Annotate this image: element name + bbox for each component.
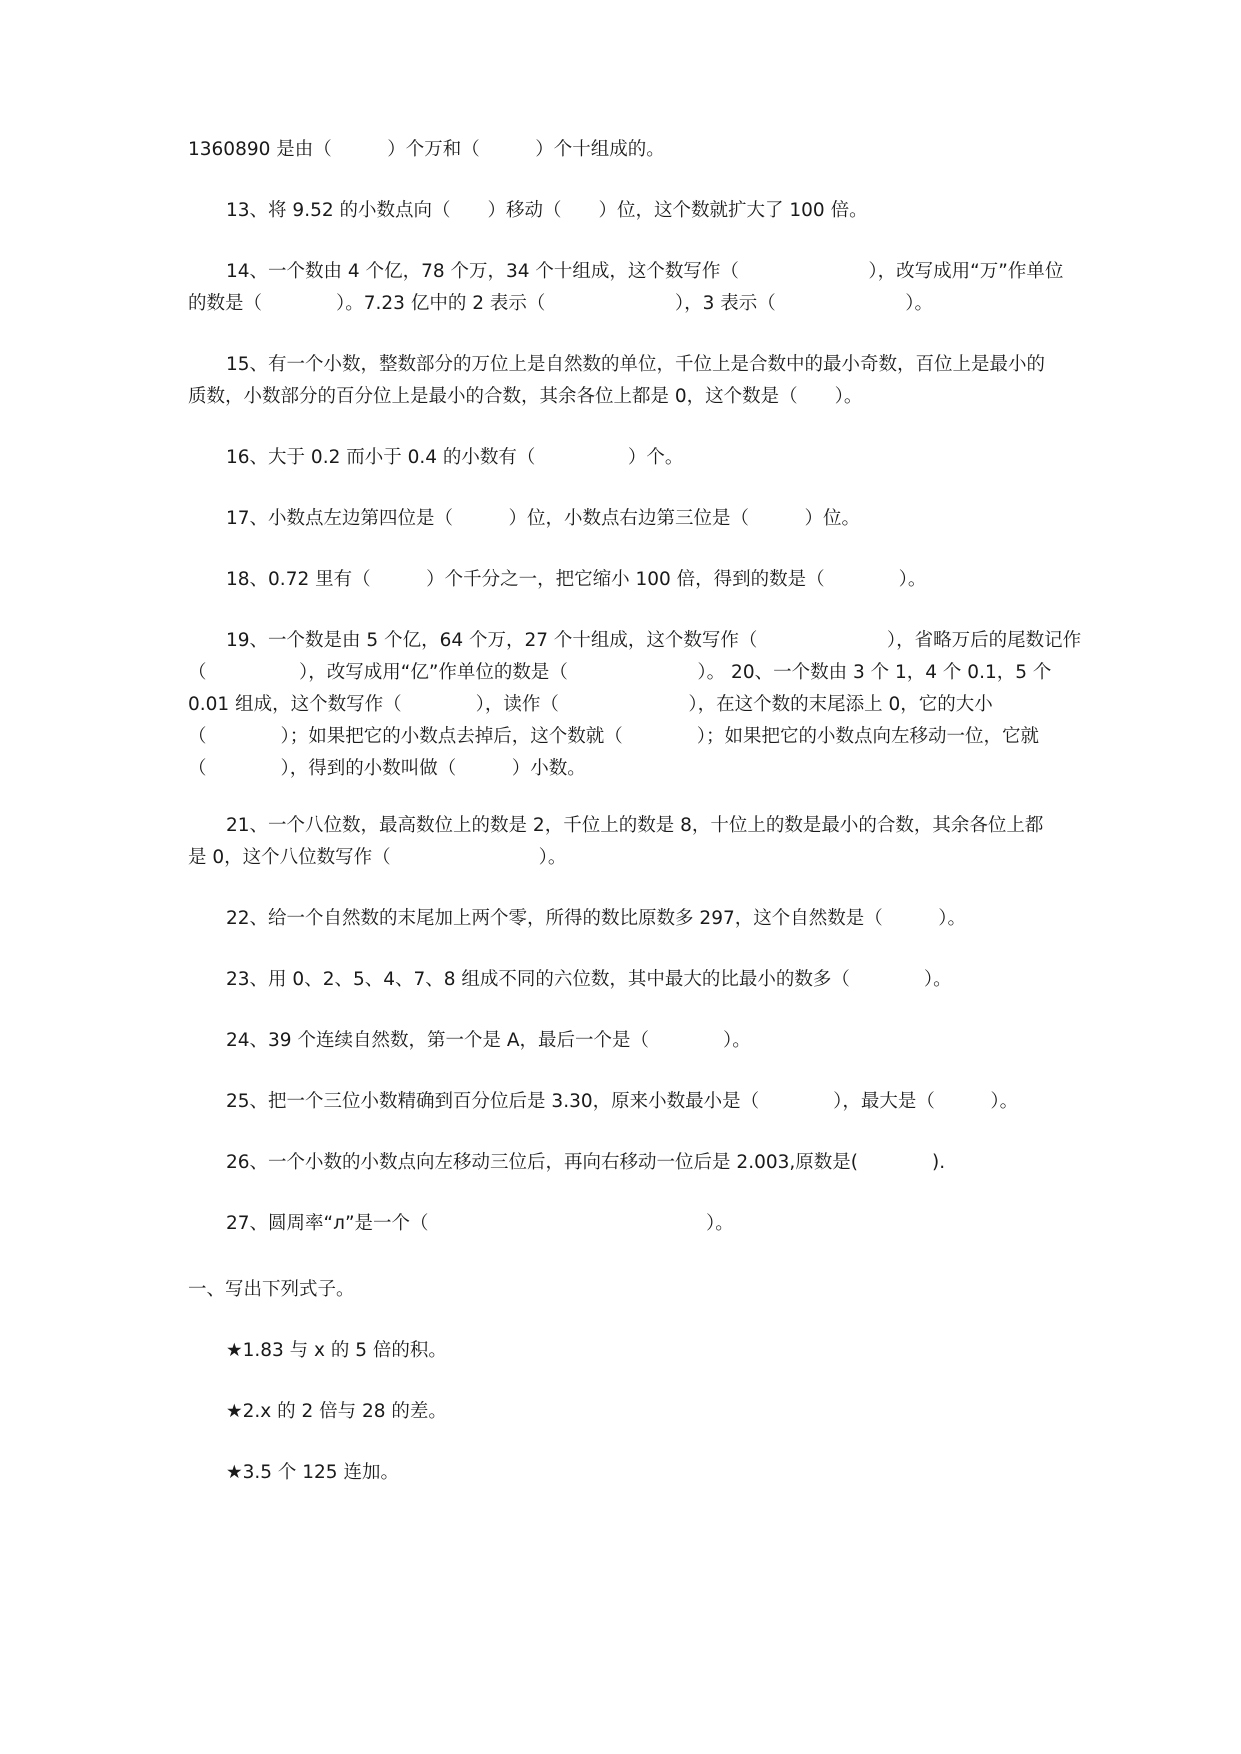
paragraph-line: 19、一个数是由 5 个亿，64 个万，27 个十组成，这个数写作（ ），省略万后的尾数记作	[226, 630, 1082, 651]
paragraph-line: ★2.x 的 2 倍与 28 的差。	[226, 1401, 447, 1422]
paragraph-line: 23、用 0、2、5、4、7、8 组成不同的六位数，其中最大的比最小的数多（ ）。	[226, 969, 952, 990]
paragraph-line: 1360890 是由（ ）个万和（ ）个十组成的。	[188, 139, 665, 160]
paragraph-line: 是 0，这个八位数写作（ ）。	[188, 847, 567, 868]
paragraph-p-24	[188, 1025, 1068, 1057]
paragraph-p-27	[188, 1208, 1068, 1240]
paragraph-line: 的数是（ ）。7.23 亿中的 2 表示（ ），3 表示（ ）。	[188, 293, 934, 314]
paragraph-line: 22、给一个自然数的末尾加上两个零，所得的数比原数多 297，这个自然数是（ ）。	[226, 908, 966, 929]
paragraph-line: 13、将 9.52 的小数点向（ ）移动（ ）位，这个数就扩大了 100 倍。	[226, 200, 868, 221]
paragraph-line: 18、0.72 里有（ ）个千分之一，把它缩小 100 倍，得到的数是（ ）。	[226, 569, 927, 590]
paragraph-p-14	[188, 256, 1068, 320]
paragraph-line: 17、小数点左边第四位是（ ）位，小数点右边第三位是（ ）位。	[226, 508, 861, 529]
paragraph-line: 26、一个小数的小数点向左移动三位后，再向右移动一位后是 2.003,原数是( ).	[226, 1152, 946, 1173]
paragraph-line: （ ），得到的小数叫做（ ）小数。	[188, 758, 586, 779]
paragraph-p-s1	[188, 1335, 1068, 1367]
paragraph-line: 14、一个数由 4 个亿，78 个万，34 个十组成，这个数写作（ ），改写成用“万”作单位	[226, 261, 1064, 282]
paragraph-line: （ ），改写成用“亿”作单位的数是（ ）。 20、一个数由 3 个 1，4 个 0.1，5 个	[188, 662, 1052, 683]
paragraph-line: ★3.5 个 125 连加。	[226, 1462, 399, 1483]
paragraph-line: 质数，小数部分的百分位上是最小的合数，其余各位上都是 0，这个数是（ ）。	[188, 386, 863, 407]
paragraph-line: 0.01 组成，这个数写作（ ），读作（ ），在这个数的末尾添上 0，它的大小	[188, 694, 993, 715]
paragraph-p-15	[188, 349, 1068, 413]
paragraph-p-12-tail	[188, 134, 1068, 166]
paragraph-line: 21、一个八位数，最高数位上的数是 2，千位上的数是 8，十位上的数是最小的合数，其余各位上都	[226, 815, 1044, 836]
paragraph-line: 一、写出下列式子。	[188, 1279, 355, 1300]
paragraph-p-s3	[188, 1457, 1068, 1489]
paragraph-p-18	[188, 564, 1068, 596]
paragraph-line: （ ）；如果把它的小数点去掉后，这个数就（ ）；如果把它的小数点向左移动一位，它就	[188, 726, 1040, 747]
paragraph-line: 16、大于 0.2 而小于 0.4 的小数有（ ）个。	[226, 447, 684, 468]
paragraph-p-13	[188, 195, 1068, 227]
paragraph-line: 24、39 个连续自然数，第一个是 A，最后一个是（ ）。	[226, 1030, 751, 1051]
paragraph-p-19-20	[188, 625, 1082, 785]
paragraph-p-22	[188, 903, 1068, 935]
paragraph-line: 27、圆周率“л”是一个（ ）。	[226, 1213, 734, 1234]
paragraph-p-s2	[188, 1396, 1068, 1428]
paragraph-line: 15、有一个小数，整数部分的万位上是自然数的单位，千位上是合数中的最小奇数，百位上是最小的	[226, 354, 1046, 375]
paragraph-p-17	[188, 503, 1068, 535]
paragraph-line: ★1.83 与 x 的 5 倍的积。	[226, 1340, 447, 1361]
paragraph-p-16	[188, 442, 1068, 474]
paragraph-line: 25、把一个三位小数精确到百分位后是 3.30，原来小数最小是（ ），最大是（ ）。	[226, 1091, 1019, 1112]
paragraph-p-section	[188, 1274, 1068, 1306]
paragraph-p-25	[188, 1086, 1068, 1118]
paragraph-p-23	[188, 964, 1068, 996]
paragraph-p-26	[188, 1147, 1068, 1179]
paragraph-p-21	[188, 810, 1068, 874]
